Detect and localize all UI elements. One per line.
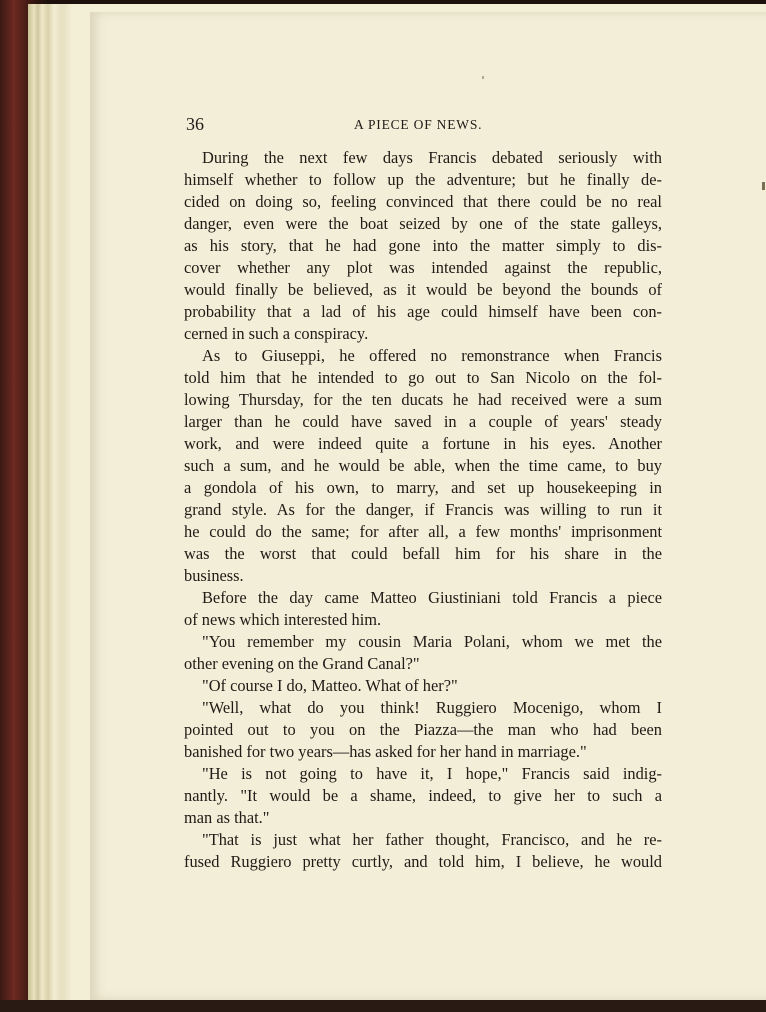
page-number: 36 xyxy=(186,114,204,134)
paper-speck xyxy=(482,76,484,79)
text-line: "Well, what do you think! Ruggiero Mocenigo, whom I xyxy=(202,698,662,717)
text-line: pointed out to you on the Piazza—the man who had been xyxy=(184,720,662,739)
text-line: Before the day came Matteo Giustiniani told Francis a piece xyxy=(202,588,662,607)
text-line: fused Ruggiero pretty curtly, and told him, I believe, he would xyxy=(184,852,662,871)
text-line: banished for two years—has asked for her hand in marriage." xyxy=(184,742,587,761)
text-line: cover whether any plot was intended against the republic, xyxy=(184,258,662,277)
paper-speck xyxy=(762,182,765,190)
text-line: grand style. As for the danger, if Francis was willing to run it xyxy=(184,500,662,519)
text-line: danger, even were the boat seized by one of the state galleys, xyxy=(184,214,662,233)
text-line: During the next few days Francis debated seriously with xyxy=(202,148,662,167)
text-line: told him that he intended to go out to San Nicolo on the fol- xyxy=(184,368,662,387)
text-line: lowing Thursday, for the ten ducats he had received were a sum xyxy=(184,390,662,409)
text-line: cided on doing so, feeling convinced that there could be no real xyxy=(184,192,662,211)
page-header xyxy=(186,114,506,138)
text-line: other evening on the Grand Canal?" xyxy=(184,654,420,673)
text-line: "He is not going to have it, I hope," Francis said indig- xyxy=(202,764,662,783)
text-line: of news which interested him. xyxy=(184,610,382,629)
text-line: probability that a lad of his age could himself have been con- xyxy=(184,302,662,321)
text-line: as his story, that he had gone into the matter simply to dis- xyxy=(184,236,662,255)
running-title: A PIECE OF NEWS. xyxy=(354,117,483,132)
text-line: "Of course I do, Matteo. What of her?" xyxy=(202,676,458,695)
text-line: nantly. "It would be a shame, indeed, to give her to such a xyxy=(184,786,662,805)
text-line: larger than he could have saved in a couple of years' steady xyxy=(184,412,662,431)
text-line: work, and were indeed quite a fortune in his eyes. Another xyxy=(184,434,662,453)
text-line: would finally be believed, as it would be beyond the bounds of xyxy=(184,280,662,299)
text-line: was the worst that could befall him for his share in the xyxy=(184,544,662,563)
text-line: he could do the same; for after all, a few months' imprisonment xyxy=(184,522,662,541)
text-line: business. xyxy=(184,566,244,585)
text-line: cerned in such a conspiracy. xyxy=(184,324,369,343)
body-text xyxy=(184,147,662,873)
text-line: As to Giuseppi, he offered no remonstrance when Francis xyxy=(202,346,662,365)
text-line: himself whether to follow up the adventure; but he finally de- xyxy=(184,170,662,189)
text-line: "You remember my cousin Maria Polani, whom we met the xyxy=(202,632,662,651)
text-line: man as that." xyxy=(184,808,270,827)
text-line: a gondola of his own, to marry, and set up housekeeping in xyxy=(184,478,662,497)
text-line: such a sum, and he would be able, when the time came, to buy xyxy=(184,456,662,475)
text-line: "That is just what her father thought, Francisco, and he re- xyxy=(202,830,662,849)
